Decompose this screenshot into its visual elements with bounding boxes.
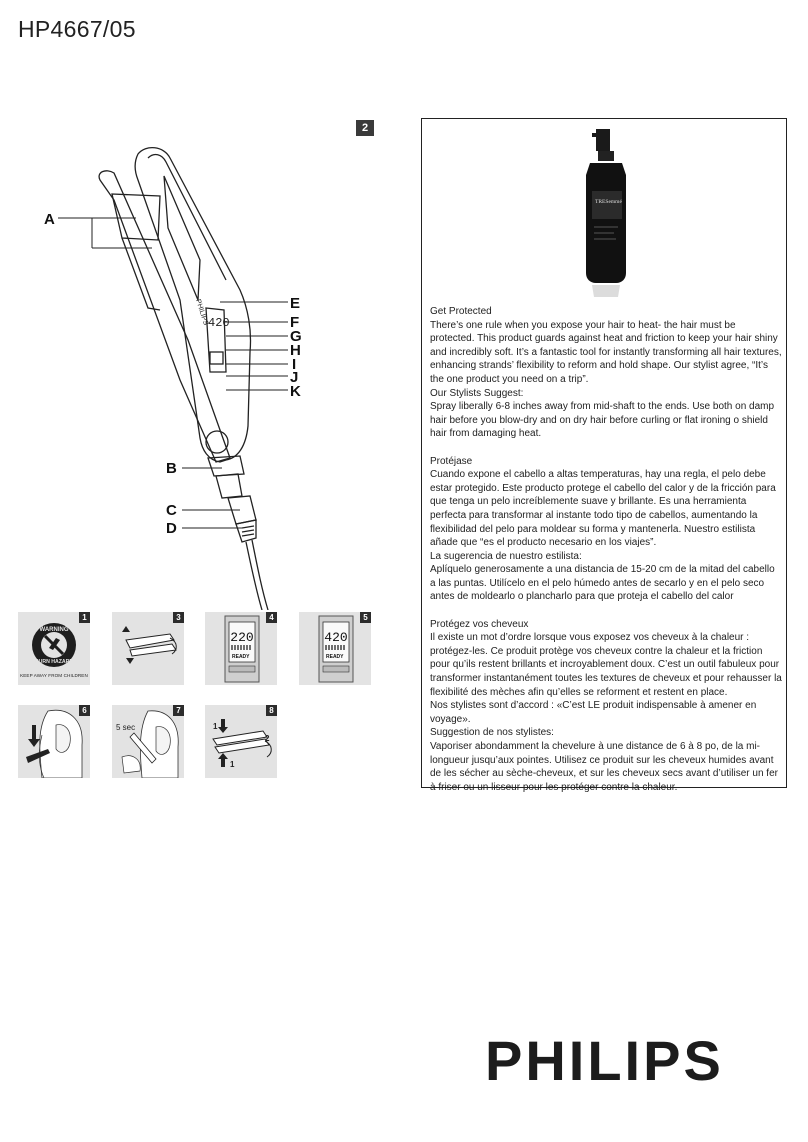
spray-bottle-image [562, 123, 652, 301]
svg-text:C: C [166, 502, 177, 519]
es-body: Cuando expone el cabello a altas temperaturas, hay una regla, el pelo debe estar protegido. Este producto protege el cabello del calor y de la fricción para que tenga un pelo increíblemente suave y brillante. Es una herramienta perfecta para transformar al instante todo tipo de cabellos, aumentando la flexibilidad del pelo para moldear su forma y mantenerla. Nuestro estilista añade que “es el producto necesario en los viajes”. [430, 469, 776, 549]
en-heading: Get Protected [430, 306, 492, 317]
svg-text:H: H [290, 342, 301, 359]
en-suggest-body: Spray liberally 6-8 inches away from mid-shaft to the ends. Use both on damp hair before you blow-dry and on dry hair before curling or flat ironing o shield hair from damaging heat. [430, 401, 775, 440]
svg-text:A: A [44, 211, 55, 228]
svg-text:1: 1 [213, 722, 218, 731]
svg-text:READY: READY [232, 654, 250, 660]
en-suggest-heading: Our Stylists Suggest: [430, 387, 524, 399]
straightener-diagram [30, 140, 340, 610]
svg-text:420: 420 [208, 316, 230, 330]
svg-text:D: D [166, 520, 177, 537]
step-8-close-lock [205, 705, 277, 778]
step-5-display [299, 612, 371, 685]
info-text [430, 305, 782, 794]
heat-protect-info-panel [421, 118, 787, 793]
svg-text:I: I [292, 356, 297, 373]
fr-suggest-heading: Suggestion de nos stylistes: [430, 727, 554, 739]
es-suggest-body: Aplíquelo generosamente a una distancia de 15-20 cm de la mitad del cabello a las puntas. Utilícelo en el pelo húmedo antes de secarlo y en el pelo seco antes de moldearlo o plancharlo para que proteja el cabello del calor [430, 564, 775, 603]
svg-text:WARNING: WARNING [39, 627, 69, 633]
svg-text:F: F [290, 314, 300, 331]
fr-heading: Protégez vos cheveux [430, 618, 529, 630]
svg-text:J: J [290, 369, 299, 386]
svg-text:220: 220 [230, 630, 254, 645]
fr-body: Il existe un mot d’ordre lorsque vous exposez vos cheveux à la chaleur : protégez-les. Ce produit protège vos cheveux contre la chaleur et la friction pour qu’ils restent brillants et incroyablement doux. C’est un outil fabuleux pour transformer instantanément toutes les textures de cheveux et pour rehausser la flexibilité des mèches afin qu’elles se reforment et restent en place. [430, 632, 782, 698]
svg-text:5 sec: 5 sec [116, 723, 136, 732]
svg-text:TRESemmé: TRESemmé [595, 199, 622, 205]
step-1-warning [18, 612, 90, 685]
step-number: 5 [360, 612, 371, 623]
step-number: 3 [173, 612, 184, 623]
fr-suggest-body: Vaporiser abondamment la chevelure à une distance de 6 à 8 po, de la mi-longueur jusqu’aux pointes. Utilisez ce produit sur les cheveux humides avant de les sécher au sèche-cheveux, et sur les cheveux secs avant d’utiliser un fer à friser ou un lisseur pour les protéger contre la chaleur. [430, 741, 778, 793]
svg-text:2: 2 [265, 734, 270, 743]
brand-logo: PHILIPS [485, 1029, 724, 1092]
warning-note: KEEP AWAY FROM CHILDREN [20, 673, 88, 678]
svg-text:READY: READY [326, 654, 344, 660]
step-number: 8 [266, 705, 277, 716]
page-number-badge: 2 [356, 120, 374, 136]
step-number: 6 [79, 705, 90, 716]
en-body: There’s one rule when you expose your hair to heat- the hair must be protected. This product guards against heat and friction to keep your hair shiny and incredibly soft. It’s a fantastic tool for instantly transforming all hair textures, enhancing strands’ flexibility to reform and hold shape. Our stylist agree, “It’s the one product you need on a trip”. [430, 319, 782, 385]
svg-text:E: E [290, 295, 301, 312]
svg-text:420: 420 [324, 630, 348, 645]
step-number: 7 [173, 705, 184, 716]
fr-note: Nos stylistes sont d’accord : «C’est LE produit indispensable à amener en voyage». [430, 700, 757, 725]
svg-text:K: K [290, 383, 301, 400]
step-number: 4 [266, 612, 277, 623]
svg-text:PHILIPS: PHILIPS [194, 298, 210, 327]
es-heading: Protéjase [430, 455, 473, 467]
step-6-straighten-hair [18, 705, 90, 778]
es-suggest-heading: La sugerencia de nuestro estilista: [430, 550, 582, 562]
svg-text:1: 1 [230, 760, 235, 769]
svg-text:B: B [166, 460, 177, 477]
step-4-display [205, 612, 277, 685]
model-number: HP4667/05 [18, 16, 136, 42]
step-7-hold-5-sec [112, 705, 184, 778]
svg-text:BURN HAZARD: BURN HAZARD [34, 659, 74, 665]
step-number: 1 [79, 612, 90, 623]
step-3-open-close [112, 612, 184, 685]
svg-text:G: G [290, 328, 302, 345]
